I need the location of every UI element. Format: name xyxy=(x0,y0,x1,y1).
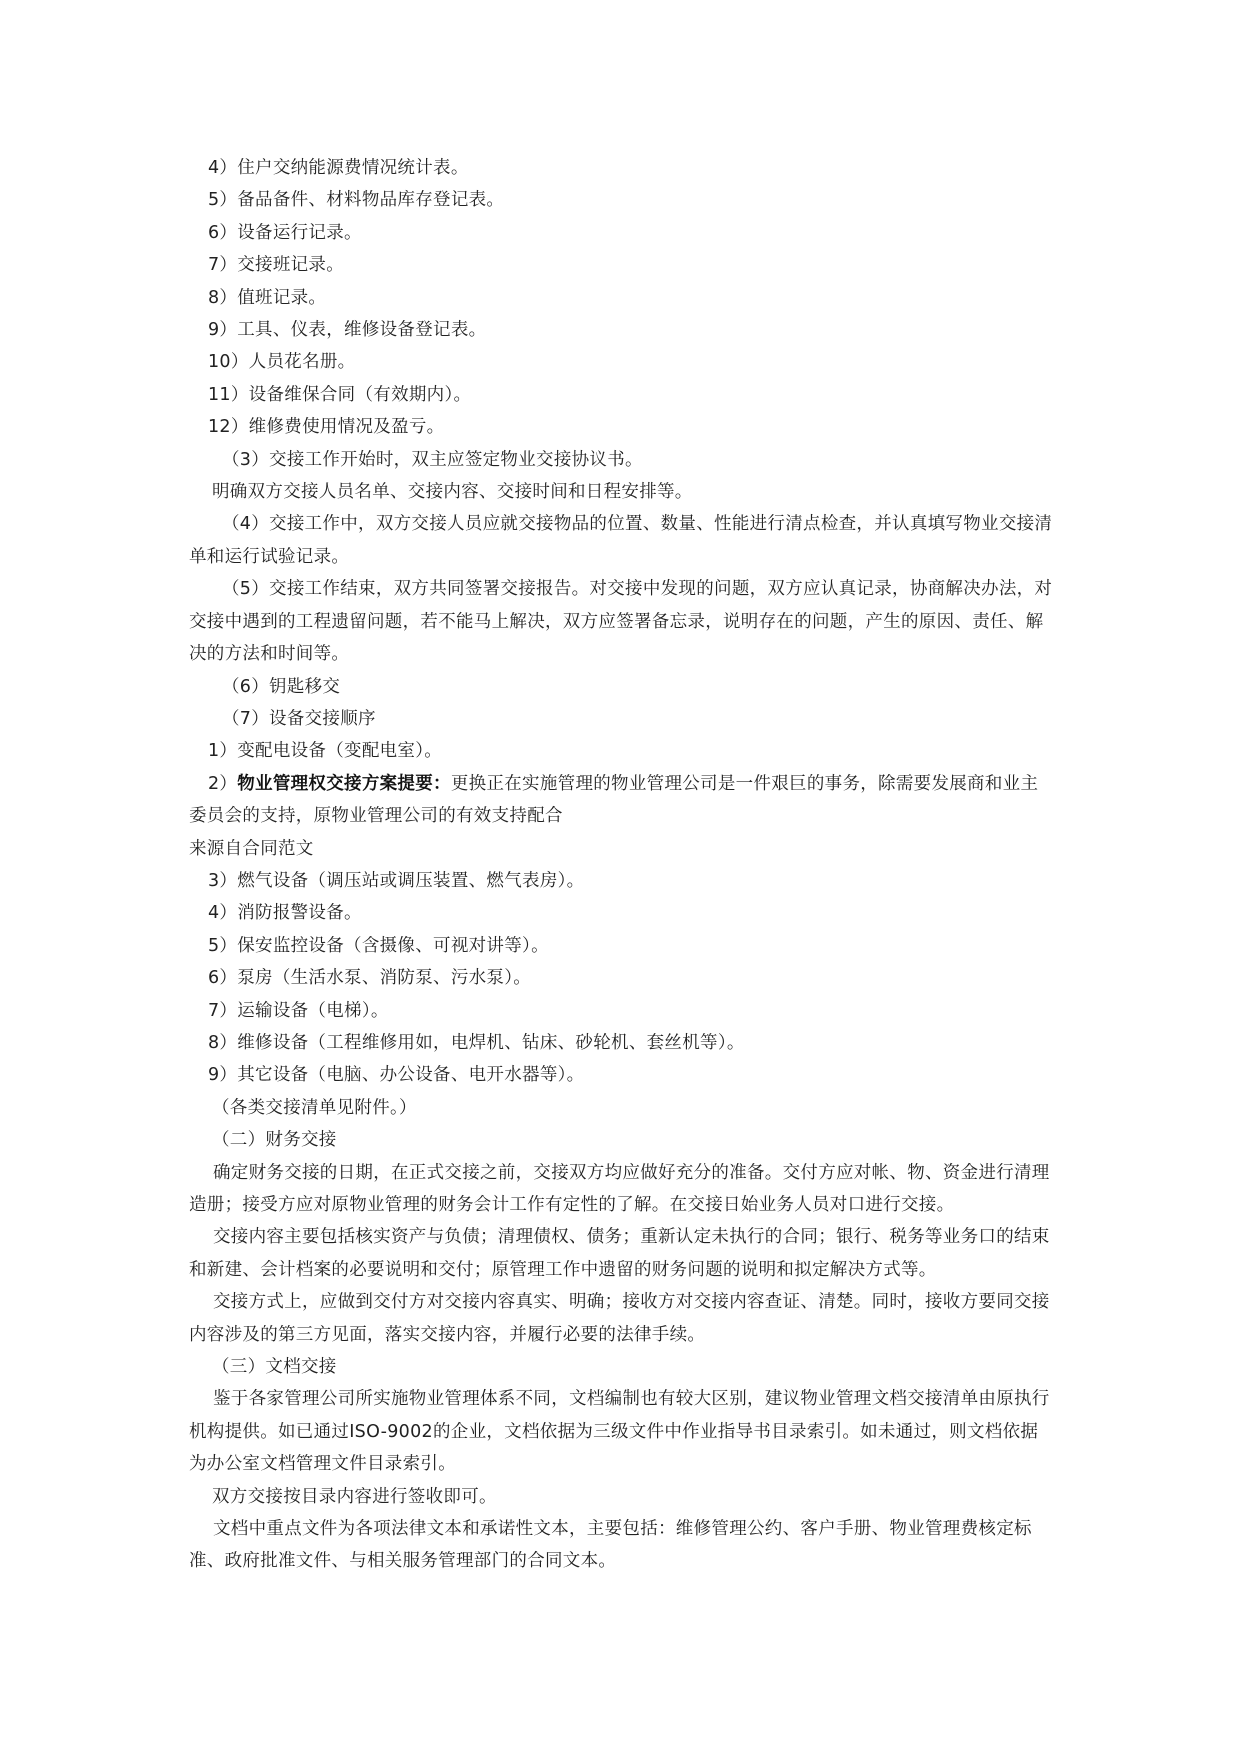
list-item: 6）泵房（生活水泵、消防泵、污水泵）。 xyxy=(208,968,532,989)
list-number: 2） xyxy=(208,773,238,794)
paragraph-text: 更换正在实施管理的物业管理公司是一件艰巨的事务，除需要发展商和业主委员会的支持，原物业管理公司的有效支持配合 xyxy=(189,773,1039,827)
document-body xyxy=(189,152,1055,1578)
list-item: 7）运输设备（电梯）。 xyxy=(208,1000,389,1021)
step-4: （4）交接工作中，双方交接人员应就交接物品的位置、数量、性能进行清点检查，并认真填写物业交接清单和运行试验记录。 xyxy=(189,514,1053,567)
list-item: 5）备品备件、材料物品库存登记表。 xyxy=(208,190,505,211)
list-item: 6）设备运行记录。 xyxy=(208,222,362,243)
step-7: （7）设备交接顺序 xyxy=(222,708,376,729)
paragraph: 确定财务交接的日期，在正式交接之前，交接双方均应做好充分的准备。交付方应对帐、物、资金进行清理造册；接受方应对原物业管理的财务会计工作有定性的了解。在交接日始业务人员对口进行交接。 xyxy=(189,1162,1050,1215)
paragraph: 文档中重点文件为各项法律文本和承诺性文本，主要包括：维修管理公约、客户手册、物业管理费核定标准、政府批准文件、与相关服务管理部门的合同文本。 xyxy=(189,1519,1032,1572)
step-6: （6）钥匙移交 xyxy=(222,676,341,697)
step-5: （5）交接工作结束，双方共同签署交接报告。对交接中发现的问题，双方应认真记录，协商解决办法，对交接中遇到的工程遗留问题，若不能马上解决，双方应签署备忘录，说明存在的问题，产生的原因、责任、解决的方法和时间等。 xyxy=(189,579,1053,665)
list-item: 9）其它设备（电脑、办公设备、电开水器等）。 xyxy=(208,1065,585,1086)
list-item: 4）住户交纳能源费情况统计表。 xyxy=(208,158,469,178)
list-item: 5）保安监控设备（含摄像、可视对讲等）。 xyxy=(208,935,549,956)
paragraph: 鉴于各家管理公司所实施物业管理体系不同，文档编制也有较大区别，建议物业管理文档交接清单由原执行机构提供。如已通过ISO-9002的企业，文档依据为三级文件中作业指导书目录索引。如未通过，则文档依据为办公室文档管理文件目录索引。 xyxy=(189,1389,1050,1475)
section-title-documents: （三）文档交接 xyxy=(212,1357,337,1378)
list-item: 12）维修费使用情况及盈亏。 xyxy=(208,417,445,438)
list-item: 4）消防报警设备。 xyxy=(208,903,362,924)
paragraph: 双方交接按目录内容进行签收即可。 xyxy=(212,1486,497,1507)
bold-heading: 物业管理权交接方案提要： xyxy=(237,773,451,794)
attachment-note: （各类交接清单见附件。） xyxy=(212,1097,417,1118)
step-3: （3）交接工作开始时，双主应签定物业交接协议书。 xyxy=(222,449,643,470)
list-item-handover-summary xyxy=(189,768,1055,833)
list-item: 7）交接班记录。 xyxy=(208,255,345,276)
list-item: 8）维修设备（工程维修用如，电焊机、钻床、砂轮机、套丝机等）。 xyxy=(208,1032,745,1053)
list-item: 3）燃气设备（调压站或调压装置、燃气表房）。 xyxy=(208,870,585,891)
step-3-detail: 明确双方交接人员名单、交接内容、交接时间和日程安排等。 xyxy=(212,482,693,503)
list-item: 9）工具、仪表，维修设备登记表。 xyxy=(208,320,487,341)
list-item: 11）设备维保合同（有效期内）。 xyxy=(208,384,472,405)
list-item: 10）人员花名册。 xyxy=(208,352,356,373)
paragraph: 交接内容主要包括核实资产与负债；清理债权、债务；重新认定未执行的合同；银行、税务等业务口的结束和新建、会计档案的必要说明和交付；原管理工作中遗留的财务问题的说明和拟定解决方式等。 xyxy=(189,1227,1050,1280)
source-note: 来源自合同范文 xyxy=(189,838,314,859)
list-item: 1）变配电设备（变配电室）。 xyxy=(208,741,443,762)
paragraph: 交接方式上，应做到交付方对交接内容真实、明确；接收方对交接内容查证、清楚。同时，接收方要同交接内容涉及的第三方见面，落实交接内容，并履行必要的法律手续。 xyxy=(189,1292,1050,1345)
section-title-finance: （二）财务交接 xyxy=(212,1130,337,1151)
list-item: 8）值班记录。 xyxy=(208,287,327,308)
